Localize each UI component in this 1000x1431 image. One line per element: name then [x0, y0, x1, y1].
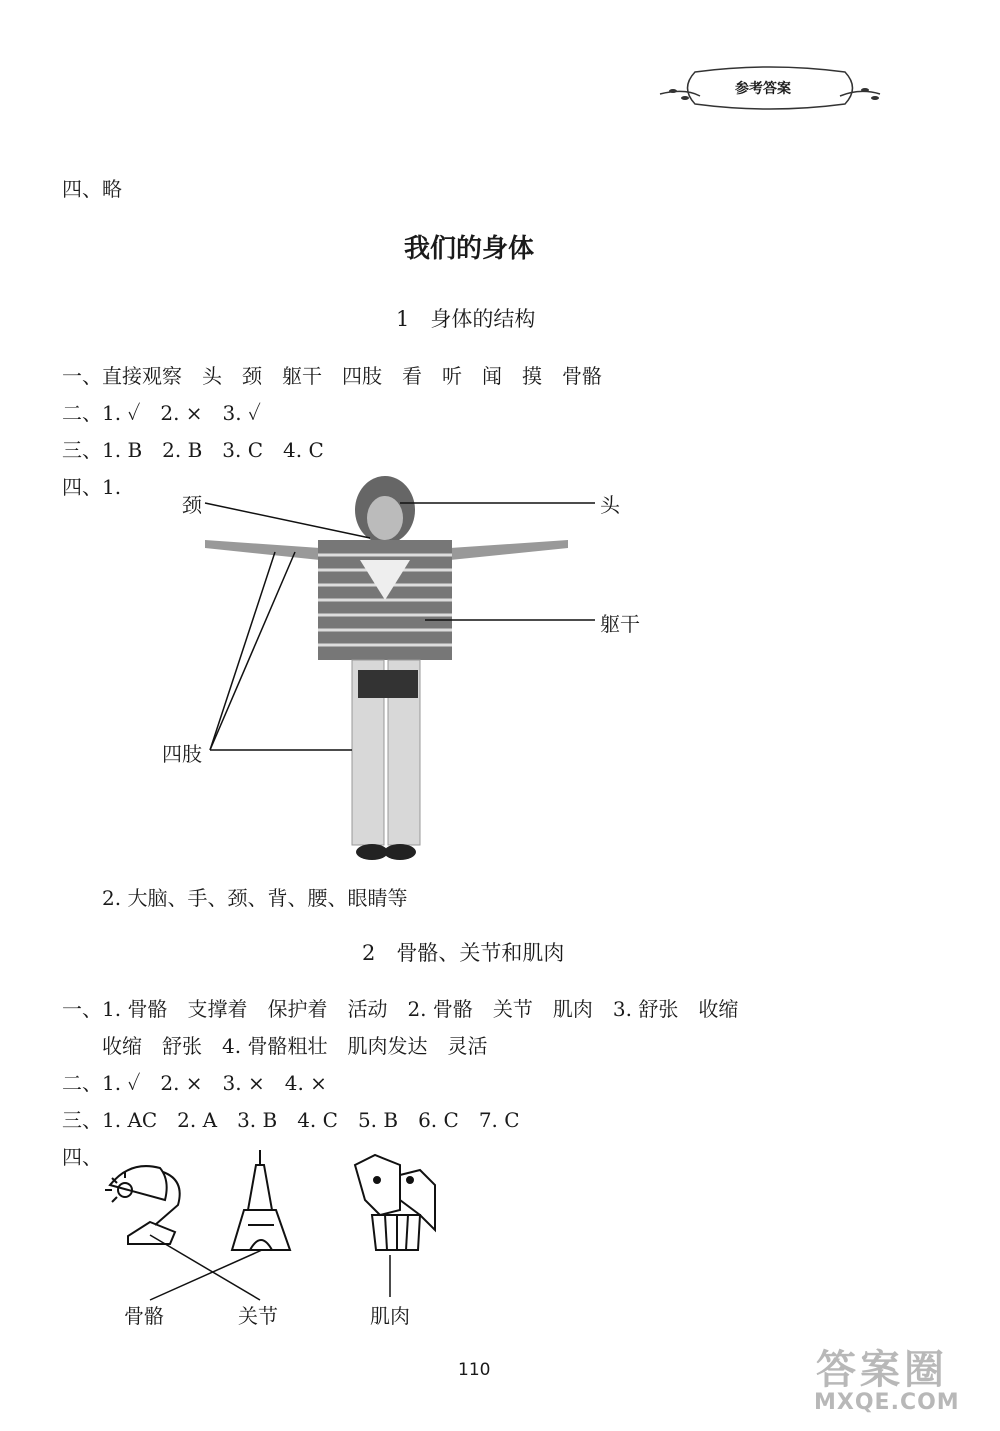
- section1-q4-2: 2. 大脑、手、颈、背、腰、眼睛等: [102, 886, 408, 910]
- section1-line3: 三、1. B 2. B 3. C 4. C: [62, 438, 324, 462]
- label-torso: 躯干: [600, 612, 640, 636]
- section2-q4-prefix: 四、: [62, 1145, 102, 1169]
- section2-line3: 三、1. AC 2. A 3. B 4. C 5. B 6. C 7. C: [62, 1108, 520, 1132]
- top-answer-line: 四、略: [62, 177, 122, 201]
- section2-line1a: 一、1. 骨骼 支撑着 保护着 活动 2. 骨骼 关节 肌肉 3. 舒张 收缩: [62, 997, 739, 1021]
- label-joint: 关节: [238, 1304, 278, 1328]
- section1-q4-prefix: 四、1.: [62, 475, 122, 499]
- section1-line2: 二、1. ✓ 2. × 3. ✓: [62, 401, 261, 425]
- eiffel-tower-icon: [232, 1150, 290, 1250]
- label-bone: 骨骼: [124, 1304, 164, 1328]
- section2-line2: 二、1. ✓ 2. × 3. × 4. ×: [62, 1071, 327, 1095]
- tower-to-bone-line: [150, 1250, 262, 1300]
- label-muscle: 肌肉: [370, 1304, 410, 1328]
- lamp-to-joint-line: [150, 1235, 260, 1300]
- section1-line1: 一、直接观察 头 颈 躯干 四肢 看 听 闻 摸 骨骼: [62, 364, 602, 388]
- label-limbs: 四肢: [162, 742, 202, 766]
- arm-muscle-icon: [355, 1155, 435, 1250]
- header-badge-text: 参考答案: [735, 81, 791, 97]
- page-title: 我们的身体: [404, 234, 535, 264]
- watermark-top: 答案圈: [816, 1347, 948, 1393]
- watermark-logo: [808, 1338, 998, 1428]
- label-neck: 颈: [182, 493, 202, 517]
- section1-heading: 1 身体的结构: [396, 307, 536, 331]
- page-number: 110: [458, 1360, 491, 1380]
- section2-line1b: 收缩 舒张 4. 骨骼粗壮 肌肉发达 灵活: [102, 1034, 488, 1058]
- desk-lamp-icon: [105, 1166, 180, 1244]
- label-head: 头: [600, 493, 620, 517]
- section2-heading: 2 骨骼、关节和肌肉: [362, 941, 565, 965]
- watermark-bottom: MXQE.COM: [814, 1390, 960, 1415]
